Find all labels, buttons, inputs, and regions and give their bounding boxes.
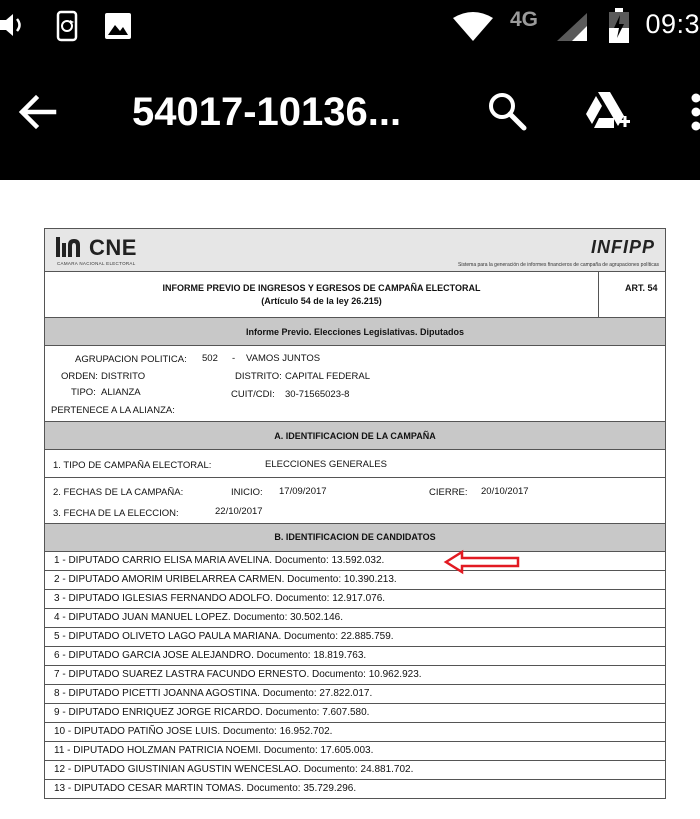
section-a-header [44, 422, 666, 450]
back-arrow-icon[interactable] [18, 92, 58, 137]
status-bar [0, 0, 700, 52]
red-arrow-annotation-icon [442, 548, 522, 581]
add-to-drive-icon[interactable] [584, 90, 632, 137]
distrito-value: CAPITAL FEDERAL [285, 371, 370, 382]
pertenece-label: PERTENECE A LA ALIANZA: [51, 405, 175, 416]
agrupacion-name: VAMOS JUNTOS [246, 353, 321, 364]
candidate-row [44, 780, 666, 799]
section-a-title: A. IDENTIFICACION DE LA CAMPAÑA [274, 431, 436, 441]
informe-section-title: Informe Previo. Elecciones Legislativas. Diputados [245, 327, 465, 337]
report-title-cell [45, 272, 599, 317]
infipp-logo: INFIPP [590, 237, 655, 257]
candidate-text: 4 - DIPUTADO JUAN MANUEL LOPEZ. Documento: 30.502.146. [54, 612, 343, 623]
agrupacion-block [44, 346, 666, 422]
candidate-row [44, 742, 666, 761]
cierre-label: CIERRE: [429, 487, 468, 498]
candidate-row [44, 704, 666, 723]
network-type-label: 4G [510, 8, 539, 31]
orden-label: ORDEN: [61, 371, 98, 382]
distrito-label: DISTRITO: [235, 371, 282, 382]
candidate-row [44, 647, 666, 666]
cne-logo-text: CNE [89, 235, 137, 260]
candidate-row [44, 628, 666, 647]
candidate-row [44, 571, 666, 590]
inicio-label: INICIO: [231, 487, 263, 498]
informe-section-header [44, 318, 666, 346]
infipp-subtitle: Sistema para la generación de informes financieros de campaña de agrupaciones políticas [458, 262, 659, 268]
agrupacion-label: AGRUPACION POLITICA: [75, 354, 187, 365]
image-icon [104, 12, 132, 45]
agrupacion-dash: - [232, 353, 236, 364]
fechas-label: 2. FECHAS DE LA CAMPAÑA: [53, 487, 184, 498]
cuit-value: 30-71565023-8 [285, 389, 350, 400]
signal-icon [556, 12, 588, 47]
candidate-text: 2 - DIPUTADO AMORIM URIBELARREA CARMEN. Documento: 10.390.213. [54, 574, 397, 585]
candidate-row [44, 552, 666, 571]
art-label: ART. 54 [625, 283, 658, 293]
agrupacion-number: 502 [202, 353, 218, 364]
cne-logo-icon [55, 235, 87, 264]
screen-rotation-icon [54, 10, 82, 47]
candidate-text: 1 - DIPUTADO CARRIO ELISA MARIA AVELINA. Documento: 13.592.032. [54, 555, 385, 566]
campana-tipo-row [44, 450, 666, 478]
candidate-row [44, 723, 666, 742]
candidate-row [44, 685, 666, 704]
candidate-text: 11 - DIPUTADO HOLZMAN PATRICIA NOEMI. Documento: 17.605.003. [54, 745, 374, 756]
candidate-text: 6 - DIPUTADO GARCIA JOSE ALEJANDRO. Documento: 18.819.763. [54, 650, 367, 661]
inicio-value: 17/09/2017 [279, 486, 327, 497]
eleccion-value: 22/10/2017 [215, 506, 263, 517]
report-title-row [44, 272, 666, 318]
battery-icon [608, 8, 630, 49]
more-options-icon[interactable] [686, 90, 700, 150]
report-title-line1: INFORME PREVIO DE INGRESOS Y EGRESOS DE CAMPAÑA ELECTORAL [162, 283, 481, 293]
candidate-text: 10 - DIPUTADO PATIÑO JOSE LUIS. Documento: 16.952.702. [54, 726, 333, 737]
section-b-header [44, 524, 666, 552]
campana-tipo-value: ELECCIONES GENERALES [265, 459, 387, 470]
candidate-row [44, 590, 666, 609]
cne-subtitle: CAMARA NACIONAL ELECTORAL [57, 261, 136, 266]
app-bar [0, 52, 700, 180]
candidate-row [44, 666, 666, 685]
candidate-text: 9 - DIPUTADO ENRIQUEZ JORGE RICARDO. Documento: 7.607.580. [54, 707, 370, 718]
report-title-line2: (Artículo 54 de la ley 26.215) [261, 296, 382, 306]
campana-fechas-block [44, 478, 666, 524]
search-icon[interactable] [486, 90, 528, 137]
document-page [44, 228, 666, 800]
tipo-value: ALIANZA [101, 387, 141, 398]
candidate-text: 8 - DIPUTADO PICETTI JOANNA AGOSTINA. Documento: 27.822.017. [54, 688, 373, 699]
candidate-text: 5 - DIPUTADO OLIVETO LAGO PAULA MARIANA. Documento: 22.885.759. [54, 631, 394, 642]
cuit-label: CUIT/CDI: [231, 389, 275, 400]
document-title: 54017-10136... [132, 90, 402, 134]
orden-value: DISTRITO [101, 371, 146, 382]
candidate-text: 13 - DIPUTADO CESAR MARTIN TOMAS. Documento: 35.729.296. [54, 783, 357, 794]
document-header [44, 228, 666, 272]
candidate-row [44, 761, 666, 780]
candidate-row [44, 609, 666, 628]
wifi-icon [452, 12, 494, 47]
campana-tipo-label: 1. TIPO DE CAMPAÑA ELECTORAL: [53, 460, 212, 471]
cierre-value: 20/10/2017 [481, 486, 529, 497]
eleccion-label: 3. FECHA DE LA ELECCION: [53, 508, 179, 519]
volume-icon [0, 12, 26, 43]
status-time: 09:3 [645, 9, 700, 39]
tipo-label: TIPO: [71, 387, 96, 398]
candidate-text: 3 - DIPUTADO IGLESIAS FERNANDO ADOLFO. Documento: 12.917.076. [54, 593, 386, 604]
candidate-text: 7 - DIPUTADO SUAREZ LASTRA FACUNDO ERNESTO. Documento: 10.962.923. [54, 669, 422, 680]
candidate-text: 12 - DIPUTADO GIUSTINIAN AGUSTIN WENCESLAO. Documento: 24.881.702. [54, 764, 414, 775]
section-b-title: B. IDENTIFICACION DE CANDIDATOS [274, 532, 436, 542]
